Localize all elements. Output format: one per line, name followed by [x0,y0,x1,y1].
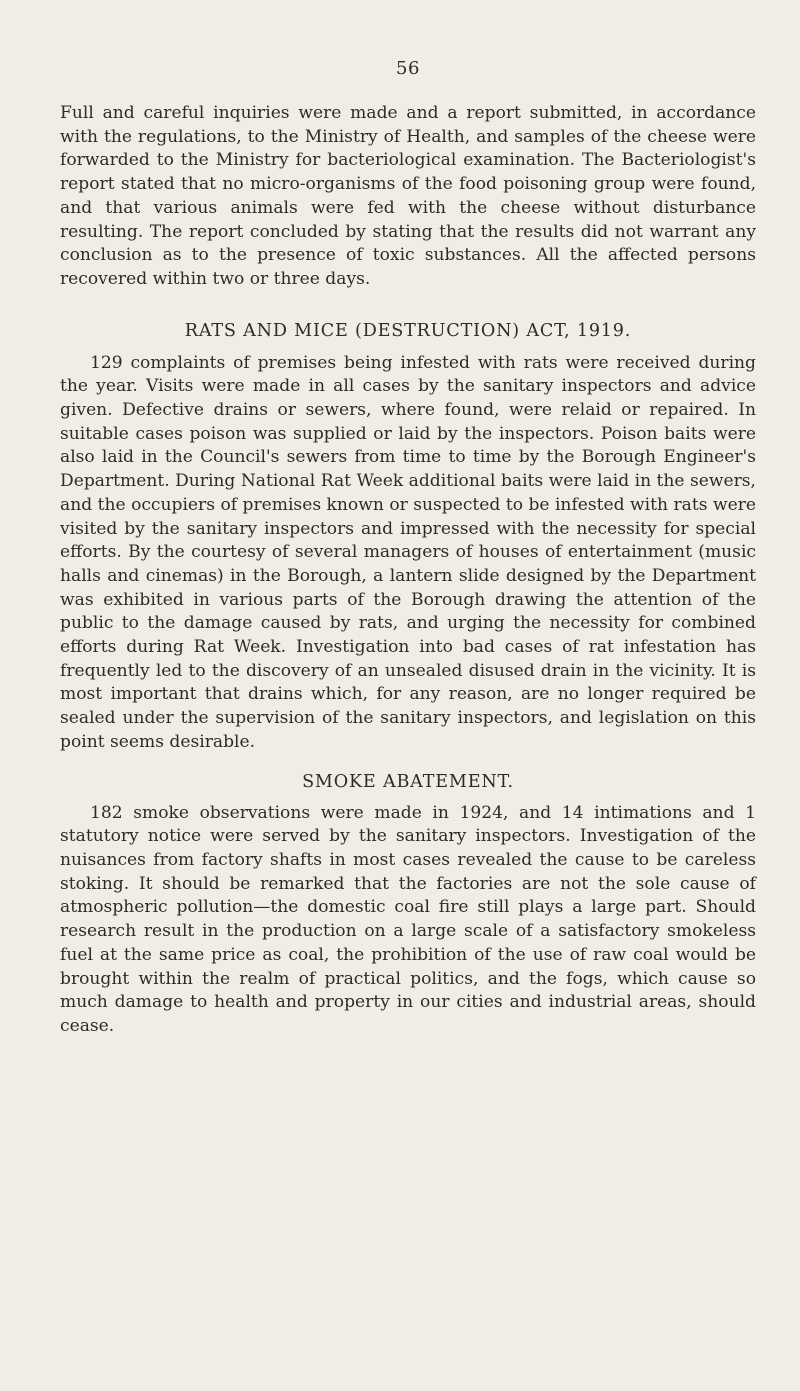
paragraph-cheese-inquiry: Full and careful inquiries were made and a report submitted, in accordance with the regulations, to the Ministry of Health, and samples of the cheese were forwarded to the Ministry for bacteriological examination. The Bacteriologist's report stated that no micro-organisms of the food poisoning group were found, and that various animals were fed with the cheese without disturbance resulting. The report concluded by stating that the results did not warrant any conclusion as to the presence of toxic substances. All the affected persons recovered within two or three days. [60,103,756,289]
paragraph-smoke-observations: 182 smoke observations were made in 1924, and 14 intimations and 1 statutory notice were served by the sanitary inspectors. Investigation of the nuisances from factory shafts in most cases revealed the cause to be careless stoking. It should be remarked that the factories are not the sole cause of atmospheric pollution—the domestic coal fire still plays a large part. Should research result in the production on a large scale of a satisfactory smokeless fuel at the same price as coal, the prohibition of the use of raw coal would be brought within the realm of practical politics, and the fogs, which cause so much damage to health and property in our cities and industrial areas, should cease. [60,802,756,1036]
paragraph-rat-complaints: 129 complaints of premises being infested with rats were received during the year. Visits were made in all cases by the sanitary inspectors and advice given. Defective drains or sewers, where found, were relaid or repaired. In suitable cases poison was supplied or laid by the inspectors. Poison baits were also laid in the Council's sewers from time to time by the Borough Engineer's Department. During National Rat Week additional baits were laid in the sewers, and the occupiers of premises known or suspected to be infested with rats were visited by the sanitary inspectors and impressed with the necessity for special efforts. By the courtesy of several managers of houses of entertainment (music halls and cinemas) in the Borough, a lantern slide designed by the Department was exhibited in various parts of the Borough drawing the attention of the public to the damage caused by rats, and urging the necessity for combined efforts during Rat Week. Investigation into bad cases of rat infestation has frequently led to the discovery of an unsealed disused drain in the vicinity. It is most important that drains which, for any reason, are no longer required be sealed under the supervision of the sanitary inspectors, and legislation on this point seems desirable. [60,352,756,752]
heading-rats-and-mice-act: RATS AND MICE (DESTRUCTION) ACT, 1919. [184,320,632,341]
page-number: 56 [396,58,420,79]
heading-smoke-abatement: SMOKE ABATEMENT. [302,771,514,792]
